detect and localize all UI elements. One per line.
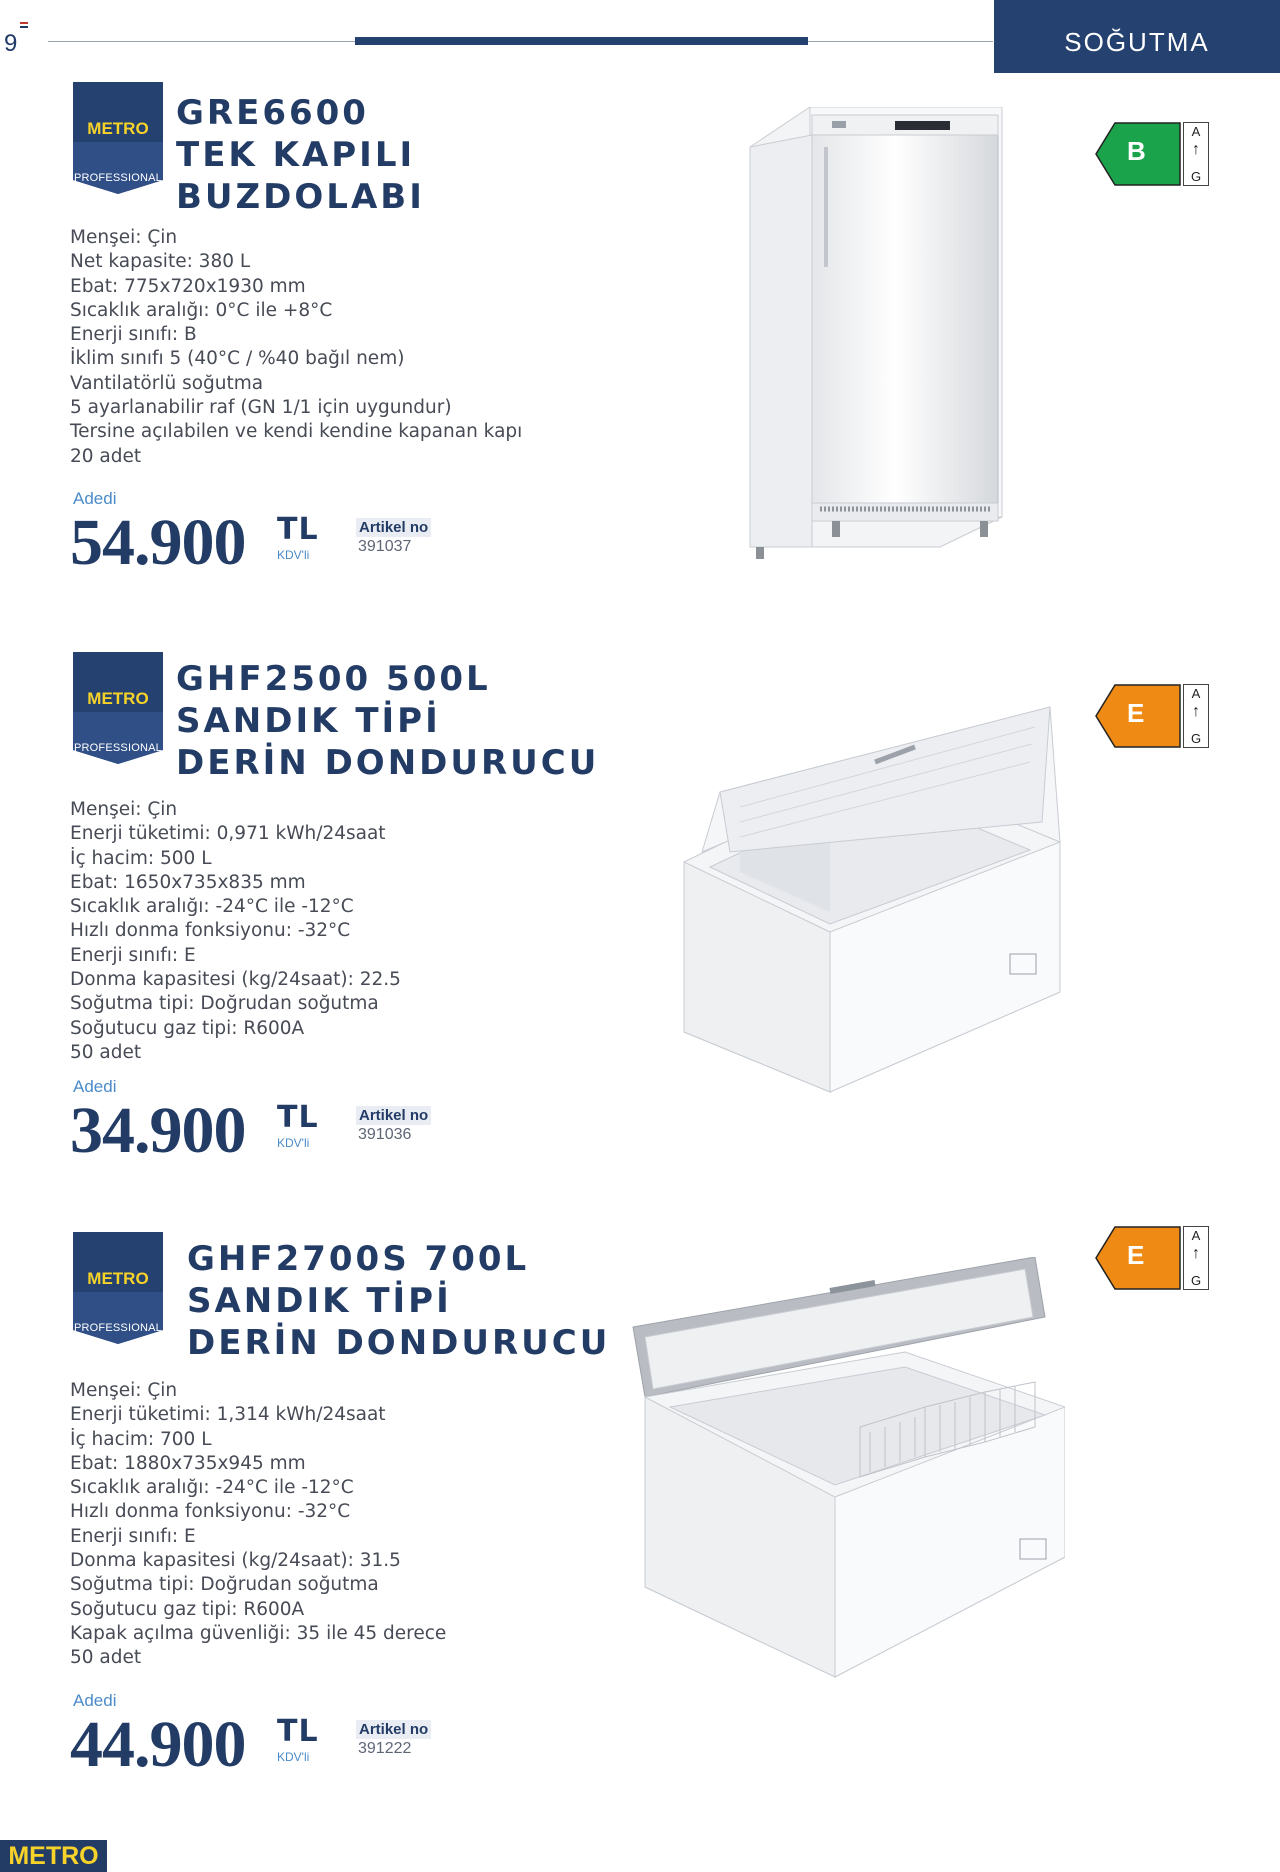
arrow-up-icon: ↑	[1192, 703, 1200, 720]
unit-label: Adedi	[73, 1691, 117, 1710]
spec-item: 50 adet	[70, 1041, 142, 1063]
badge-metro-text: METRO	[87, 1269, 149, 1288]
artikel-number: 391036	[358, 1126, 412, 1143]
spec-item: Tersine açılabilen ve kendi kendine kapanan kapı	[70, 421, 523, 443]
vat-note: KDV'li	[277, 1750, 310, 1764]
metro-professional-badge	[73, 82, 163, 194]
chest-freezer-image	[680, 702, 1070, 1122]
product-title: GRE6600 TEK KAPILI BUZDOLABI	[176, 93, 425, 217]
unit-label: Adedi	[73, 489, 117, 508]
currency-label: TL	[277, 1714, 319, 1749]
spec-item: Soğutucu gaz tipi: R600A	[70, 1598, 305, 1620]
metro-professional-badge	[73, 1232, 163, 1344]
energy-scale: A ↑ G	[1183, 122, 1209, 186]
badge-professional-text: PROFESSIONAL	[74, 742, 162, 754]
spec-item: Net kapasite: 380 L	[70, 251, 251, 273]
spec-item: Hızlı donma fonksiyonu: -32°C	[70, 1501, 351, 1523]
spec-item: Hızlı donma fonksiyonu: -32°C	[70, 920, 351, 942]
energy-scale: A ↑ G	[1183, 1226, 1209, 1290]
spec-item: Enerji sınıfı: E	[70, 944, 196, 966]
spec-item: 5 ayarlanabilir raf (GN 1/1 için uygundur)	[70, 397, 452, 419]
unit-label: Adedi	[73, 1077, 117, 1096]
spec-item: İklim sınıfı 5 (40°C / %40 bağıl nem)	[70, 348, 405, 370]
upright-fridge-image	[740, 107, 1010, 647]
spec-item: 20 adet	[70, 445, 142, 467]
price-value: 44.900	[70, 1708, 246, 1781]
chest-freezer-large-image	[625, 1257, 1065, 1727]
spec-item: Ebat: 1880x735x945 mm	[70, 1452, 306, 1474]
energy-class: B	[1127, 136, 1146, 166]
artikel-label: Artikel no	[356, 1720, 431, 1739]
spec-list	[70, 798, 401, 1065]
artikel-label: Artikel no	[356, 1106, 431, 1125]
spec-item: Donma kapasitesi (kg/24saat): 31.5	[70, 1550, 401, 1572]
badge-metro-text: METRO	[87, 689, 149, 708]
spec-item: Ebat: 775x720x1930 mm	[70, 275, 306, 297]
spec-item: Menşei: Çin	[70, 1380, 178, 1401]
spec-item: Donma kapasitesi (kg/24saat): 22.5	[70, 969, 401, 991]
energy-label	[1095, 122, 1215, 186]
energy-class: E	[1127, 698, 1145, 728]
energy-label	[1095, 684, 1215, 748]
spec-item: Vantilatörlü soğutma	[70, 372, 264, 394]
spec-item: İç hacim: 700 L	[70, 1428, 212, 1450]
spec-item: Sıcaklık aralığı: 0°C ile +8°C	[70, 299, 333, 321]
category-tab[interactable]: SOĞUTMA	[994, 0, 1280, 73]
spec-item: Enerji sınıfı: E	[70, 1525, 196, 1547]
spec-item: Enerji sınıfı: B	[70, 324, 197, 346]
artikel-number: 391222	[358, 1740, 412, 1757]
footer-metro-logo[interactable]: METRO	[0, 1840, 107, 1872]
spec-item: Soğutma tipi: Doğrudan soğutma	[70, 993, 379, 1015]
header-accent-bar	[355, 37, 808, 45]
spec-item: Enerji tüketimi: 0,971 kWh/24saat	[70, 823, 386, 845]
flag-icon	[20, 22, 28, 28]
artikel-label: Artikel no	[356, 518, 431, 537]
vat-note: KDV'li	[277, 1136, 310, 1150]
spec-item: Ebat: 1650x735x835 mm	[70, 871, 306, 893]
energy-scale: A ↑ G	[1183, 684, 1209, 748]
spec-item: Menşei: Çin	[70, 799, 178, 820]
price-value: 54.900	[70, 506, 246, 579]
spec-item: Sıcaklık aralığı: -24°C ile -12°C	[70, 896, 354, 918]
arrow-up-icon: ↑	[1192, 141, 1200, 158]
artikel-number: 391037	[358, 538, 412, 555]
spec-item: 50 adet	[70, 1647, 142, 1669]
spec-item: Soğutucu gaz tipi: R600A	[70, 1017, 305, 1039]
arrow-up-icon: ↑	[1192, 1245, 1200, 1262]
metro-professional-badge	[73, 652, 163, 764]
spec-item: Enerji tüketimi: 1,314 kWh/24saat	[70, 1404, 386, 1426]
spec-item: Sıcaklık aralığı: -24°C ile -12°C	[70, 1477, 354, 1499]
price-value: 34.900	[70, 1094, 246, 1167]
currency-label: TL	[277, 1100, 319, 1135]
spec-item: Menşei: Çin	[70, 227, 178, 248]
spec-item: Soğutma tipi: Doğrudan soğutma	[70, 1574, 379, 1596]
spec-item: Kapak açılma güvenliği: 35 ile 45 derece	[70, 1622, 447, 1644]
badge-metro-text: METRO	[87, 119, 149, 138]
product-title: GHF2700S 700L SANDIK TİPİ DERİN DONDURUCU	[187, 1239, 611, 1363]
currency-label: TL	[277, 512, 319, 547]
vat-note: KDV'li	[277, 548, 310, 562]
energy-class: E	[1127, 1240, 1145, 1270]
badge-professional-text: PROFESSIONAL	[74, 1322, 162, 1334]
page-number: 9	[4, 30, 18, 57]
energy-label	[1095, 1226, 1215, 1290]
spec-list	[70, 226, 522, 469]
spec-item: İç hacim: 500 L	[70, 847, 212, 869]
product-title: GHF2500 500L SANDIK TİPİ DERİN DONDURUCU	[176, 659, 600, 783]
spec-list	[70, 1379, 446, 1671]
badge-professional-text: PROFESSIONAL	[74, 172, 162, 184]
